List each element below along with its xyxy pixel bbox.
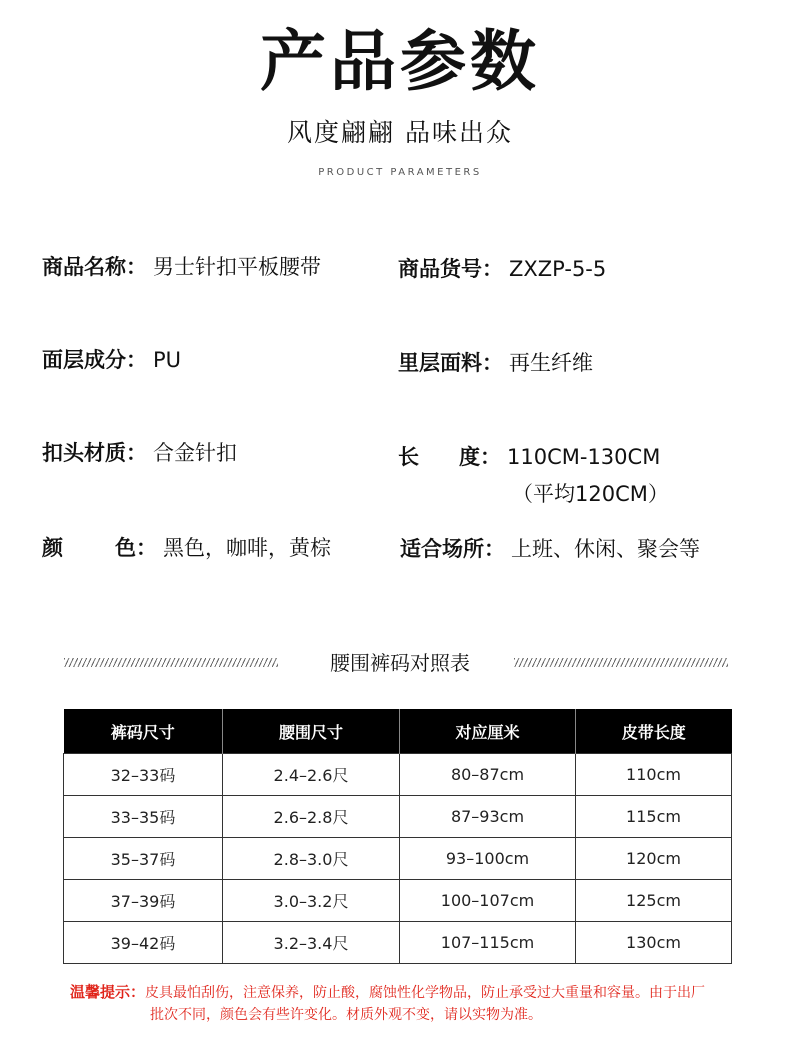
param-colon: ：	[126, 441, 147, 465]
table-cell: 2.8–3.0尺	[223, 838, 400, 880]
table-cell: 39–42码	[64, 922, 223, 964]
param-label: 扣头材质	[42, 441, 126, 465]
size-chart-title: 腰围裤码对照表	[330, 651, 470, 675]
table-cell: 3.0–3.2尺	[223, 880, 400, 922]
param-colon: ：	[126, 348, 147, 372]
table-row	[64, 880, 732, 922]
page-subtitle: 风度翩翩 品味出众	[287, 118, 513, 147]
param-lining	[398, 348, 593, 378]
table-cell: 115cm	[576, 796, 732, 838]
table-cell: 3.2–3.4尺	[223, 922, 400, 964]
warm-tip-label: 温馨提示：	[70, 983, 146, 1001]
param-color	[42, 533, 331, 563]
table-cell: 33–35码	[64, 796, 223, 838]
table-cell: 100–107cm	[400, 880, 576, 922]
param-sku	[398, 254, 606, 284]
param-label: 商品名称	[42, 255, 126, 279]
param-occasion	[400, 534, 700, 564]
table-cell: 107–115cm	[400, 922, 576, 964]
table-row	[64, 754, 732, 796]
param-label: 面层成分	[42, 348, 126, 372]
table-row	[64, 796, 732, 838]
param-label: 适合场所	[400, 537, 484, 561]
table-cell: 80–87cm	[400, 754, 576, 796]
warm-tip-text-line2: 批次不同，颜色会有些许变化。材质外观不变，请以实物为准。	[150, 1007, 542, 1023]
warm-tip	[70, 980, 750, 1005]
param-colon: ：	[482, 257, 503, 281]
param-value: 男士针扣平板腰带	[153, 255, 321, 279]
size-table	[63, 709, 732, 964]
table-row	[64, 838, 732, 880]
table-cell: 130cm	[576, 922, 732, 964]
param-surface	[42, 345, 181, 375]
param-colon: ：	[484, 537, 505, 561]
table-cell: 2.4–2.6尺	[223, 754, 400, 796]
table-cell: 2.6–2.8尺	[223, 796, 400, 838]
table-cell: 35–37码	[64, 838, 223, 880]
table-cell: 32–33码	[64, 754, 223, 796]
param-product-name	[42, 252, 321, 282]
table-row	[64, 922, 732, 964]
param-label: 里层面料	[398, 351, 482, 375]
table-header: 裤码尺寸	[64, 709, 223, 754]
param-label-b: 色	[115, 536, 136, 560]
param-colon: ：	[480, 445, 501, 469]
param-label-b: 度	[459, 445, 480, 469]
table-header: 皮带长度	[576, 709, 732, 754]
param-value: 上班、休闲、聚会等	[511, 537, 700, 561]
param-label: 商品货号	[398, 257, 482, 281]
table-cell: 120cm	[576, 838, 732, 880]
page-title: 产品参数	[260, 23, 540, 100]
param-label-a: 颜	[42, 536, 63, 560]
warm-tip-text-line1: 皮具最怕刮伤，注意保养，防止酸，腐蚀性化学物品，防止承受过大重量和容量。由于出厂	[145, 985, 706, 1001]
param-value: 再生纤维	[509, 351, 593, 375]
param-value: 合金针扣	[153, 441, 237, 465]
param-value: 110CM-130CM	[507, 445, 661, 469]
param-value: 黑色，咖啡，黄棕	[163, 536, 331, 560]
table-cell: 37–39码	[64, 880, 223, 922]
param-length-average: （平均120CM）	[512, 482, 669, 506]
param-label-a: 长	[398, 445, 419, 469]
english-subtitle: PRODUCT PARAMETERS	[318, 167, 482, 178]
table-cell: 87–93cm	[400, 796, 576, 838]
param-buckle	[42, 438, 237, 468]
table-cell: 93–100cm	[400, 838, 576, 880]
param-value: ZXZP-5-5	[509, 257, 607, 281]
table-header: 对应厘米	[400, 709, 576, 754]
param-colon: ：	[126, 255, 147, 279]
table-header: 腰围尺寸	[223, 709, 400, 754]
param-colon: ：	[136, 536, 157, 560]
param-length	[398, 442, 660, 472]
table-cell: 125cm	[576, 880, 732, 922]
table-header-row	[64, 709, 732, 754]
table-cell: 110cm	[576, 754, 732, 796]
param-value: PU	[153, 348, 182, 372]
param-colon: ：	[482, 351, 503, 375]
hatch-divider-right	[514, 658, 728, 667]
